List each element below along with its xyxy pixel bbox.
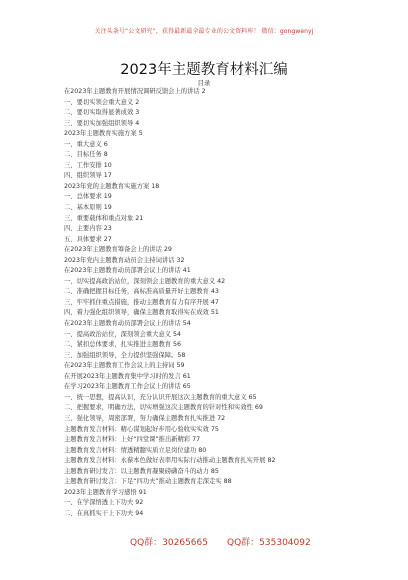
toc-entry[interactable]: 一、总体要求 19 (64, 193, 112, 201)
contact-footer (0, 535, 408, 549)
toc-entry[interactable]: 三、加强组织领导，全力提供坚强保障。58 (64, 351, 186, 359)
toc-entry[interactable]: 二、在真抓实干上下功夫 94 (64, 509, 144, 517)
toc-entry[interactable]: 三、强化领导，周密部署，努力确保主题教育扎实推进 72 (64, 414, 226, 422)
toc-entry[interactable]: 二、把握要求，明确方法，切实增强这次主题教育的针对性和实效性 69 (64, 404, 263, 412)
qq-group-1: QQ群：30265665 (130, 538, 208, 548)
toc-entry[interactable]: 在2023年主题教育工作会议上的主持词 59 (64, 362, 185, 370)
table-of-contents (64, 87, 364, 519)
top-banner: 关注头条号“公文研究”，获得最新最全最专业的公文资料库！ 微信：gongwenyj (94, 28, 314, 35)
toc-entry[interactable]: 五、具体要求 27 (64, 235, 112, 243)
toc-entry[interactable]: 二、要切实取得显著成效 3 (64, 109, 140, 117)
toc-entry[interactable]: 在2023年主题教育开展情况调研反馈会上的讲话 2 (64, 88, 206, 95)
document-title: 2023年主题教育材料汇编 (120, 62, 288, 78)
toc-entry[interactable]: 2023年党内主题教育动员会主持词讲话 32 (64, 256, 185, 264)
toc-entry[interactable]: 主题教育发言材料：情透精髓实质立足岗位建功 80 (64, 446, 207, 454)
toc-entry[interactable]: 二、紧扣总体要求，扎实推进主题教育 56 (64, 341, 182, 349)
toc-entry[interactable]: 一、统一思想，提高认识，充分认识开展这次主题教育的重大意义 65 (64, 393, 257, 401)
toc-entry[interactable]: 二、基本原则 19 (64, 204, 112, 212)
toc-entry[interactable]: 在2023年主题教育动员部署会议上的讲话 41 (64, 267, 191, 275)
toc-entry[interactable]: 在开展2023年主题教育集中学习时的发言 61 (64, 372, 191, 380)
toc-entry[interactable]: 2023年主题教育实施方案 5 (64, 130, 143, 138)
toc-entry[interactable]: 四、主要内容 23 (64, 225, 112, 233)
toc-entry[interactable]: 三、要切实加强组织领导 4 (64, 119, 140, 127)
toc-entry[interactable]: 2023年党的主题教育实施方案 18 (64, 182, 160, 190)
qq-group-2: QQ群：535304092 (227, 538, 311, 548)
toc-entry[interactable]: 主题教育发言材料：永葆本色做好表率用实际行动推动主题教育扎实开展 82 (64, 457, 276, 465)
toc-entry[interactable]: 一、切实提高政治站位，深刻领会主题教育的重大意义 42 (64, 277, 226, 285)
toc-entry[interactable]: 三、工作安排 10 (64, 161, 112, 169)
toc-entry[interactable]: 2023年主题教育学习感悟 91 (64, 488, 147, 496)
toc-entry[interactable]: 主题教育发言材料：精心谋划起好步用心验收实实效 75 (64, 425, 219, 433)
toc-entry[interactable]: 主题教育发言材料：上好“四堂课”推出新精彩 77 (64, 436, 201, 444)
toc-entry[interactable]: 二、目标任务 8 (64, 151, 108, 159)
toc-entry[interactable]: 一、要切实领会重大意义 2 (64, 98, 140, 106)
toc-entry[interactable]: 一、重大意义 6 (64, 140, 108, 148)
toc-entry[interactable]: 在2023年主题教育动员部署会议上的讲话 54 (64, 320, 191, 328)
toc-entry[interactable]: 主题教育研讨发言：以主题教育凝聚磅礴奋斗的动力 85 (64, 467, 219, 475)
toc-entry[interactable]: 在学习2023年主题教育工作会议上的讲话 65 (64, 383, 191, 391)
toc-entry[interactable]: 一、提高政治站位，深刻领会重大意义 54 (64, 330, 182, 338)
toc-entry[interactable]: 四、组织领导 17 (64, 172, 112, 180)
toc-entry[interactable]: 主题教育研讨发言：下足“四功夫”推动主题教育走深走实 88 (64, 478, 232, 486)
toc-heading: 目录 (197, 79, 211, 87)
toc-entry[interactable]: 三、重要载体和重点对象 21 (64, 214, 144, 222)
toc-entry[interactable]: 二、准确把握目标任务，高标准高质量开好主题教育 43 (64, 288, 219, 296)
toc-entry[interactable]: 在2023年主题教育筹备会上的讲话 29 (64, 246, 172, 254)
toc-entry[interactable]: 四、着力强化组织领导，确保主题教育取得实在成效 51 (64, 309, 219, 317)
toc-entry[interactable]: 一、在学深悟透上下功夫 92 (64, 499, 144, 507)
toc-entry[interactable]: 三、牢牢抓住重点措施，推动主题教育有力有序开展 47 (64, 298, 219, 306)
